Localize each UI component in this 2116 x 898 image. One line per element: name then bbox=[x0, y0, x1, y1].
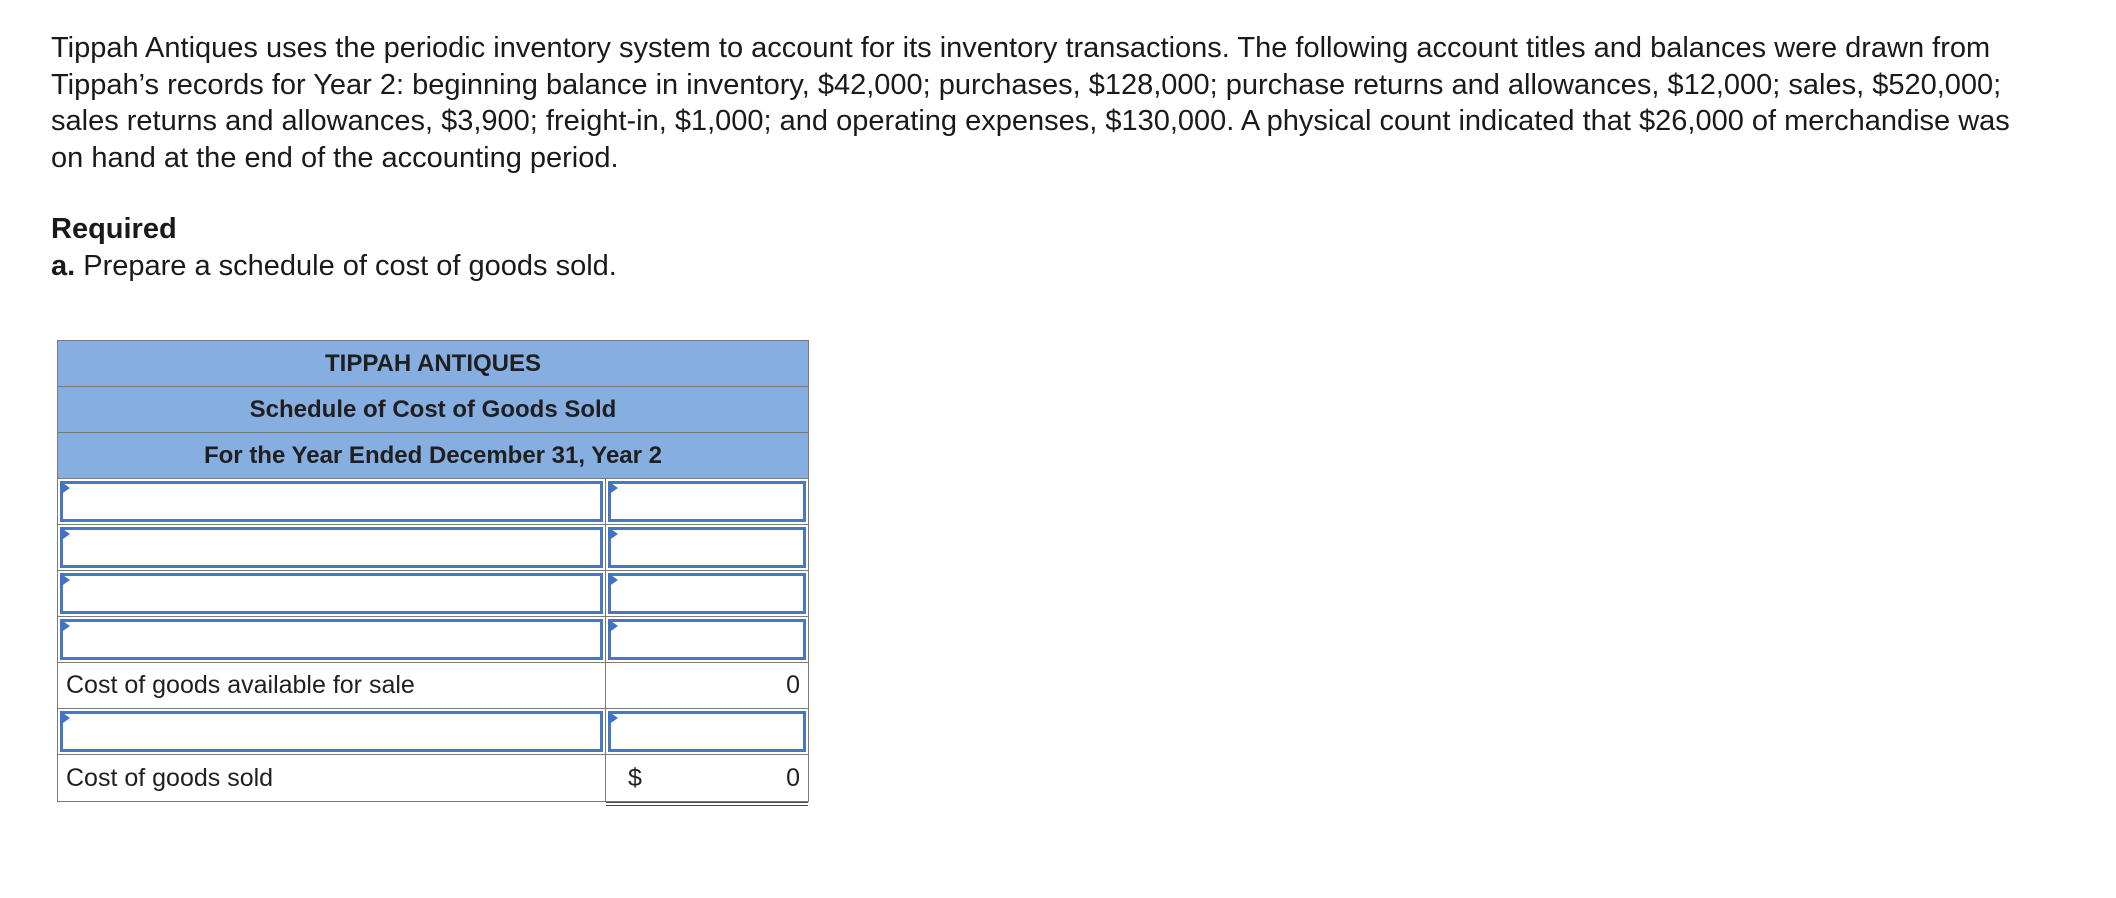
dropdown-marker-icon bbox=[60, 527, 70, 541]
account-title-input-4[interactable] bbox=[60, 619, 603, 660]
schedule-company-name: TIPPAH ANTIQUES bbox=[58, 341, 808, 387]
part-a-label: a. bbox=[51, 249, 76, 282]
total-double-underline bbox=[606, 802, 808, 806]
dropdown-marker-icon bbox=[608, 619, 618, 633]
schedule-period: For the Year Ended December 31, Year 2 bbox=[58, 433, 808, 479]
goods-available-label: Cost of goods available for sale bbox=[66, 671, 415, 699]
dropdown-marker-icon bbox=[60, 573, 70, 587]
schedule-row-1 bbox=[58, 479, 808, 525]
account-title-input-5[interactable] bbox=[60, 711, 603, 752]
part-a-instruction bbox=[51, 248, 617, 285]
amount-input-4[interactable] bbox=[608, 619, 806, 660]
amount-input-2[interactable] bbox=[608, 527, 806, 568]
account-title-input-3[interactable] bbox=[60, 573, 603, 614]
problem-statement: Tippah Antiques uses the periodic inventory system to account for its inventory transactions. The following account titles and balances were drawn from Tippah’s records for Year 2: beginning balance in inventory, $42,000; purchases, $128,000; purchase returns and allowances, $12,000; sales, $520,000; sales returns and allowances, $3,900; freight-in, $1,000; and operating expenses, $130,000. A physical count indicated that $26,000 of merchandise was on hand at the end of the accounting period. bbox=[51, 32, 2010, 174]
account-title-input-1[interactable] bbox=[60, 481, 603, 522]
schedule-row-less bbox=[58, 709, 808, 755]
dropdown-marker-icon bbox=[60, 711, 70, 725]
cogs-label: Cost of goods sold bbox=[66, 763, 274, 792]
cogs-value: 0 bbox=[786, 763, 800, 792]
amount-input-1[interactable] bbox=[608, 481, 806, 522]
amount-input-5[interactable] bbox=[608, 711, 806, 752]
schedule-row-2 bbox=[58, 525, 808, 571]
cogs-total-row bbox=[58, 755, 808, 801]
required-heading: Required bbox=[51, 213, 177, 245]
goods-available-value: 0 bbox=[786, 671, 800, 699]
dropdown-marker-icon bbox=[608, 481, 618, 495]
dropdown-marker-icon bbox=[608, 573, 618, 587]
dropdown-marker-icon bbox=[60, 619, 70, 633]
schedule-title: Schedule of Cost of Goods Sold bbox=[58, 387, 808, 433]
dropdown-marker-icon bbox=[608, 711, 618, 725]
goods-available-row bbox=[58, 663, 808, 709]
schedule-row-3 bbox=[58, 571, 808, 617]
schedule-row-4 bbox=[58, 617, 808, 663]
amount-input-3[interactable] bbox=[608, 573, 806, 614]
part-a-text: Prepare a schedule of cost of goods sold. bbox=[75, 249, 617, 282]
currency-symbol: $ bbox=[628, 763, 642, 792]
cogs-schedule bbox=[57, 340, 809, 802]
required-section bbox=[51, 211, 617, 284]
account-title-input-2[interactable] bbox=[60, 527, 603, 568]
dropdown-marker-icon bbox=[608, 527, 618, 541]
dropdown-marker-icon bbox=[60, 481, 70, 495]
